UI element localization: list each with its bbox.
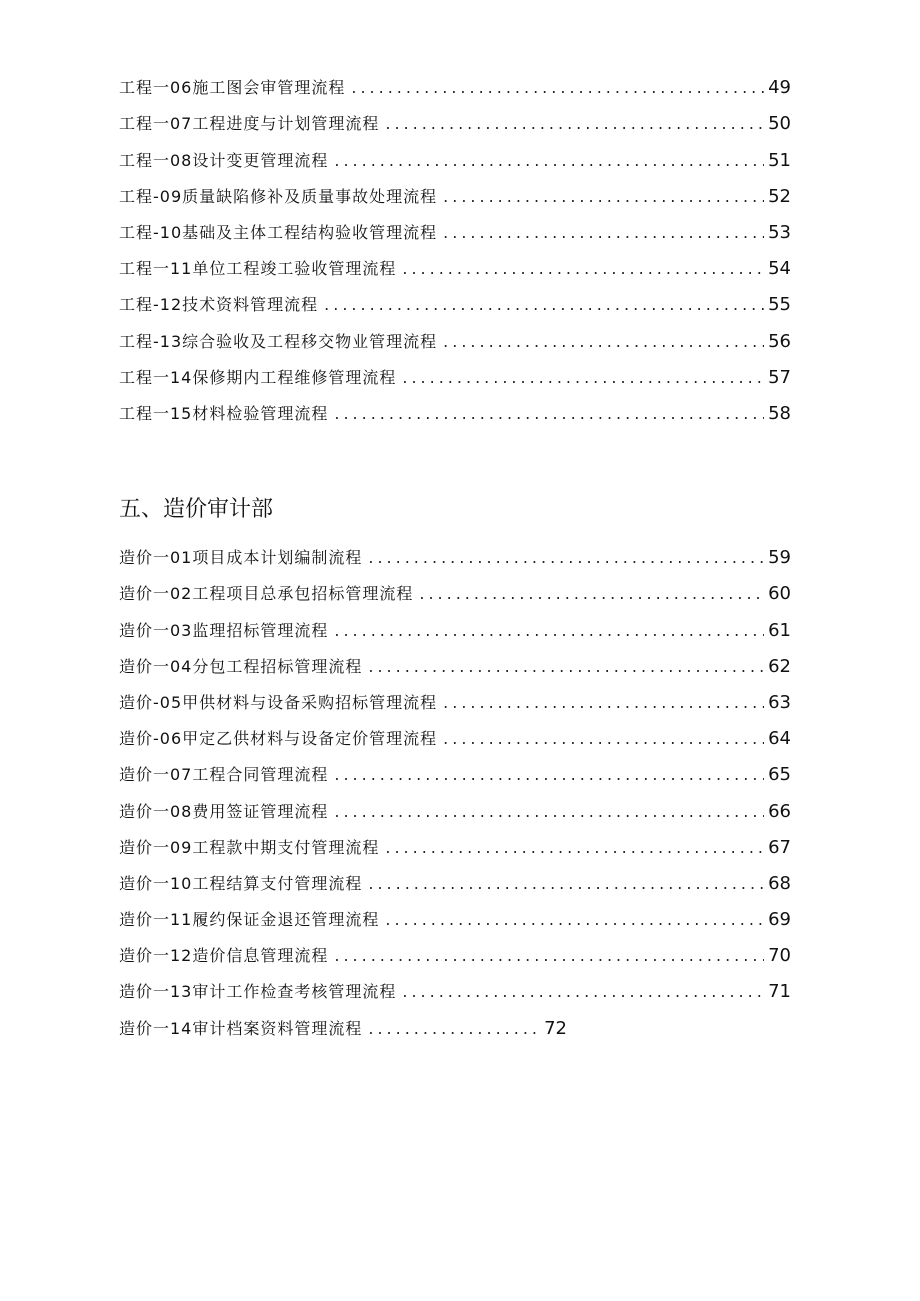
toc-page-number: 57: [768, 366, 791, 388]
toc-page-number: 55: [768, 294, 791, 316]
toc-entry[interactable]: [119, 793, 791, 829]
toc-entry-title: 造价一01项目成本计划编制流程: [119, 548, 363, 568]
toc-entry-title: 造价一11履约保证金退还管理流程: [119, 910, 380, 930]
toc-dot-leader: [443, 324, 764, 360]
toc-page-number: 49: [768, 77, 791, 99]
toc-dot-leader: [443, 215, 764, 251]
toc-page-number: 64: [768, 728, 791, 750]
toc-page-number: 62: [768, 655, 791, 677]
toc-page-number: 50: [768, 113, 791, 135]
toc-list-cost-audit: [119, 540, 791, 1047]
toc-entry[interactable]: [119, 757, 791, 793]
toc-dot-leader: [419, 576, 764, 612]
toc-page-number: 68: [768, 872, 791, 894]
toc-dot-leader: [385, 902, 764, 938]
toc-entry[interactable]: [119, 902, 791, 938]
toc-dot-leader: [334, 757, 764, 793]
toc-entry[interactable]: [119, 974, 791, 1010]
toc-page-number: 67: [768, 836, 791, 858]
toc-page-number: 66: [768, 800, 791, 822]
toc-page-number: 59: [768, 547, 791, 569]
toc-dot-leader: [324, 287, 764, 323]
toc-page-number: 69: [768, 909, 791, 931]
toc-entry-title: 造价-06甲定乙供材料与设备定价管理流程: [119, 729, 438, 749]
toc-dot-leader: [443, 685, 764, 721]
toc-page-number: 58: [768, 402, 791, 424]
toc-dot-leader: [402, 974, 764, 1010]
toc-dot-leader: [385, 830, 764, 866]
toc-page-number: 70: [768, 945, 791, 967]
toc-dot-leader: [368, 1011, 540, 1047]
toc-list-engineering: [119, 70, 791, 432]
toc-entry[interactable]: [119, 612, 791, 648]
toc-entry-title: 工程-12技术资料管理流程: [119, 295, 319, 315]
toc-dot-leader: [402, 360, 764, 396]
toc-page-number: 63: [768, 691, 791, 713]
toc-entry[interactable]: [119, 142, 791, 178]
toc-dot-leader: [334, 143, 764, 179]
toc-dot-leader: [385, 106, 764, 142]
toc-entry-title: 工程一15材料检验管理流程: [119, 403, 329, 423]
toc-entry-title: 工程-13综合验收及工程移交物业管理流程: [119, 331, 438, 351]
toc-entry[interactable]: [119, 866, 791, 902]
toc-entry[interactable]: [119, 649, 791, 685]
toc-entry[interactable]: [119, 251, 791, 287]
toc-dot-leader: [402, 251, 764, 287]
toc-entry-title: 造价一02工程项目总承包招标管理流程: [119, 584, 414, 604]
toc-entry-title: 工程-10基础及主体工程结构验收管理流程: [119, 222, 438, 242]
toc-cost-audit-section: [119, 494, 791, 1047]
toc-page-number: 72: [544, 1017, 567, 1039]
toc-page-number: 56: [768, 330, 791, 352]
toc-entry-title: 工程一11单位工程竣工验收管理流程: [119, 259, 397, 279]
toc-entry-title: 造价一07工程合同管理流程: [119, 765, 329, 785]
toc-entry-title: 工程-09质量缺陷修补及质量事故处理流程: [119, 186, 438, 206]
toc-page-number: 61: [768, 619, 791, 641]
toc-entry-title: 工程一07工程进度与计划管理流程: [119, 114, 380, 134]
toc-entry[interactable]: [119, 396, 791, 432]
toc-entry[interactable]: [119, 721, 791, 757]
toc-dot-leader: [334, 938, 764, 974]
toc-dot-leader: [334, 613, 764, 649]
toc-entry-title: 造价一10工程结算支付管理流程: [119, 873, 363, 893]
toc-entry[interactable]: [119, 106, 791, 142]
toc-page-number: 60: [768, 583, 791, 605]
toc-entry[interactable]: [119, 938, 791, 974]
toc-page-number: 71: [768, 981, 791, 1003]
toc-entry[interactable]: [119, 179, 791, 215]
toc-dot-leader: [351, 70, 764, 106]
toc-dot-leader: [368, 649, 764, 685]
toc-engineering-section: [119, 70, 791, 432]
toc-entry[interactable]: [119, 576, 791, 612]
toc-entry[interactable]: [119, 323, 791, 359]
toc-dot-leader: [368, 866, 764, 902]
toc-page-number: 54: [768, 258, 791, 280]
toc-entry-title: 造价一03监理招标管理流程: [119, 620, 329, 640]
toc-entry[interactable]: [119, 360, 791, 396]
toc-dot-leader: [334, 396, 764, 432]
section-heading: 五、造价审计部: [119, 497, 274, 522]
toc-page-number: 52: [768, 185, 791, 207]
toc-dot-leader: [368, 540, 764, 576]
toc-entry-title: 造价一09工程款中期支付管理流程: [119, 837, 380, 857]
toc-entry-title: 造价一08费用签证管理流程: [119, 801, 329, 821]
toc-entry-title: 造价-05甲供材料与设备采购招标管理流程: [119, 692, 438, 712]
toc-page-number: 65: [768, 764, 791, 786]
toc-entry-title: 工程一14保修期内工程维修管理流程: [119, 367, 397, 387]
toc-entry-title: 造价一13审计工作检查考核管理流程: [119, 982, 397, 1002]
toc-entry[interactable]: [119, 287, 791, 323]
toc-page-number: 53: [768, 221, 791, 243]
toc-entry[interactable]: [119, 685, 791, 721]
toc-entry[interactable]: [119, 540, 791, 576]
toc-entry-title: 工程一06施工图会审管理流程: [119, 78, 346, 98]
toc-entry[interactable]: [119, 215, 791, 251]
toc-dot-leader: [443, 179, 764, 215]
toc-entry-title: 工程一08设计变更管理流程: [119, 150, 329, 170]
toc-dot-leader: [334, 794, 764, 830]
toc-entry-title: 造价一12造价信息管理流程: [119, 946, 329, 966]
toc-entry[interactable]: [119, 830, 791, 866]
toc-entry[interactable]: [119, 70, 791, 106]
toc-page-number: 51: [768, 149, 791, 171]
toc-entry-title: 造价一04分包工程招标管理流程: [119, 656, 363, 676]
toc-entry-title: 造价一14审计档案资料管理流程: [119, 1018, 363, 1038]
toc-dot-leader: [443, 721, 764, 757]
toc-entry[interactable]: [119, 1010, 567, 1046]
